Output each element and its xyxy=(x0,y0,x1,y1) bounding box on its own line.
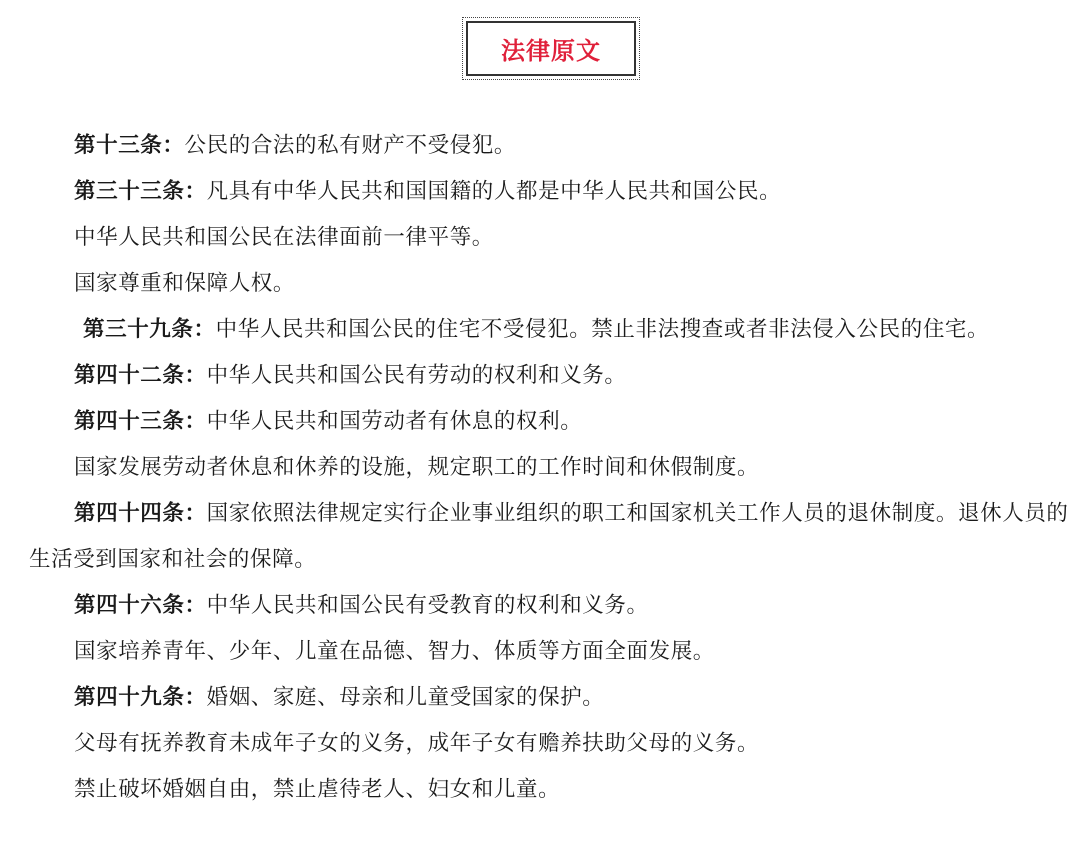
title-inner-frame xyxy=(466,21,636,76)
paragraph-9 xyxy=(29,491,1069,583)
article-label: 第四十三条： xyxy=(74,409,207,434)
article-text: 禁止破坏婚姻自由，禁止虐待老人、妇女和儿童。 xyxy=(74,777,561,802)
law-text-body xyxy=(29,123,1069,813)
article-text: 国家尊重和保障人权。 xyxy=(74,271,296,296)
title-frame xyxy=(462,17,640,80)
paragraph-1 xyxy=(29,123,1069,169)
article-label: 第三十九条： xyxy=(83,317,216,342)
article-label: 第四十二条： xyxy=(74,363,207,388)
article-label: 第四十九条： xyxy=(74,685,207,710)
page-title: 法律原文 xyxy=(501,37,601,65)
article-text: 公民的合法的私有财产不受侵犯。 xyxy=(184,133,517,158)
article-text: 国家培养青年、少年、儿童在品德、智力、体质等方面全面发展。 xyxy=(74,639,715,664)
article-text: 中华人民共和国公民有劳动的权利和义务。 xyxy=(206,363,627,388)
paragraph-8 xyxy=(29,445,1069,491)
article-text: 父母有抚养教育未成年子女的义务，成年子女有赡养扶助父母的义务。 xyxy=(74,731,760,756)
paragraph-12 xyxy=(29,675,1069,721)
article-text: 中华人民共和国公民的住宅不受侵犯。禁止非法搜查或者非法侵入公民的住宅。 xyxy=(215,317,990,342)
paragraph-13 xyxy=(29,721,1069,767)
article-text: 婚姻、家庭、母亲和儿童受国家的保护。 xyxy=(206,685,605,710)
article-label: 第四十六条： xyxy=(74,593,207,618)
article-text: 国家发展劳动者休息和休养的设施，规定职工的工作时间和休假制度。 xyxy=(74,455,760,480)
article-text: 凡具有中华人民共和国国籍的人都是中华人民共和国公民。 xyxy=(206,179,782,204)
paragraph-11 xyxy=(29,629,1069,675)
paragraph-7 xyxy=(29,399,1069,445)
article-label: 第三十三条： xyxy=(74,179,207,204)
paragraph-10 xyxy=(29,583,1069,629)
paragraph-6 xyxy=(29,353,1069,399)
article-label: 第十三条： xyxy=(74,133,185,158)
article-text: 中华人民共和国公民在法律面前一律平等。 xyxy=(74,225,494,250)
paragraph-2 xyxy=(29,169,1069,215)
article-text: 中华人民共和国劳动者有休息的权利。 xyxy=(206,409,583,434)
article-text: 国家依照法律规定实行企业事业组织的职工和国家机关工作人员的退休制度。退休人员的生活受到国家和社会的保障。 xyxy=(29,501,1069,572)
paragraph-3 xyxy=(29,215,1069,261)
paragraph-4 xyxy=(29,261,1069,307)
paragraph-5 xyxy=(29,307,1069,353)
article-label: 第四十四条： xyxy=(74,501,207,526)
article-text: 中华人民共和国公民有受教育的权利和义务。 xyxy=(206,593,649,618)
paragraph-14 xyxy=(29,767,1069,813)
